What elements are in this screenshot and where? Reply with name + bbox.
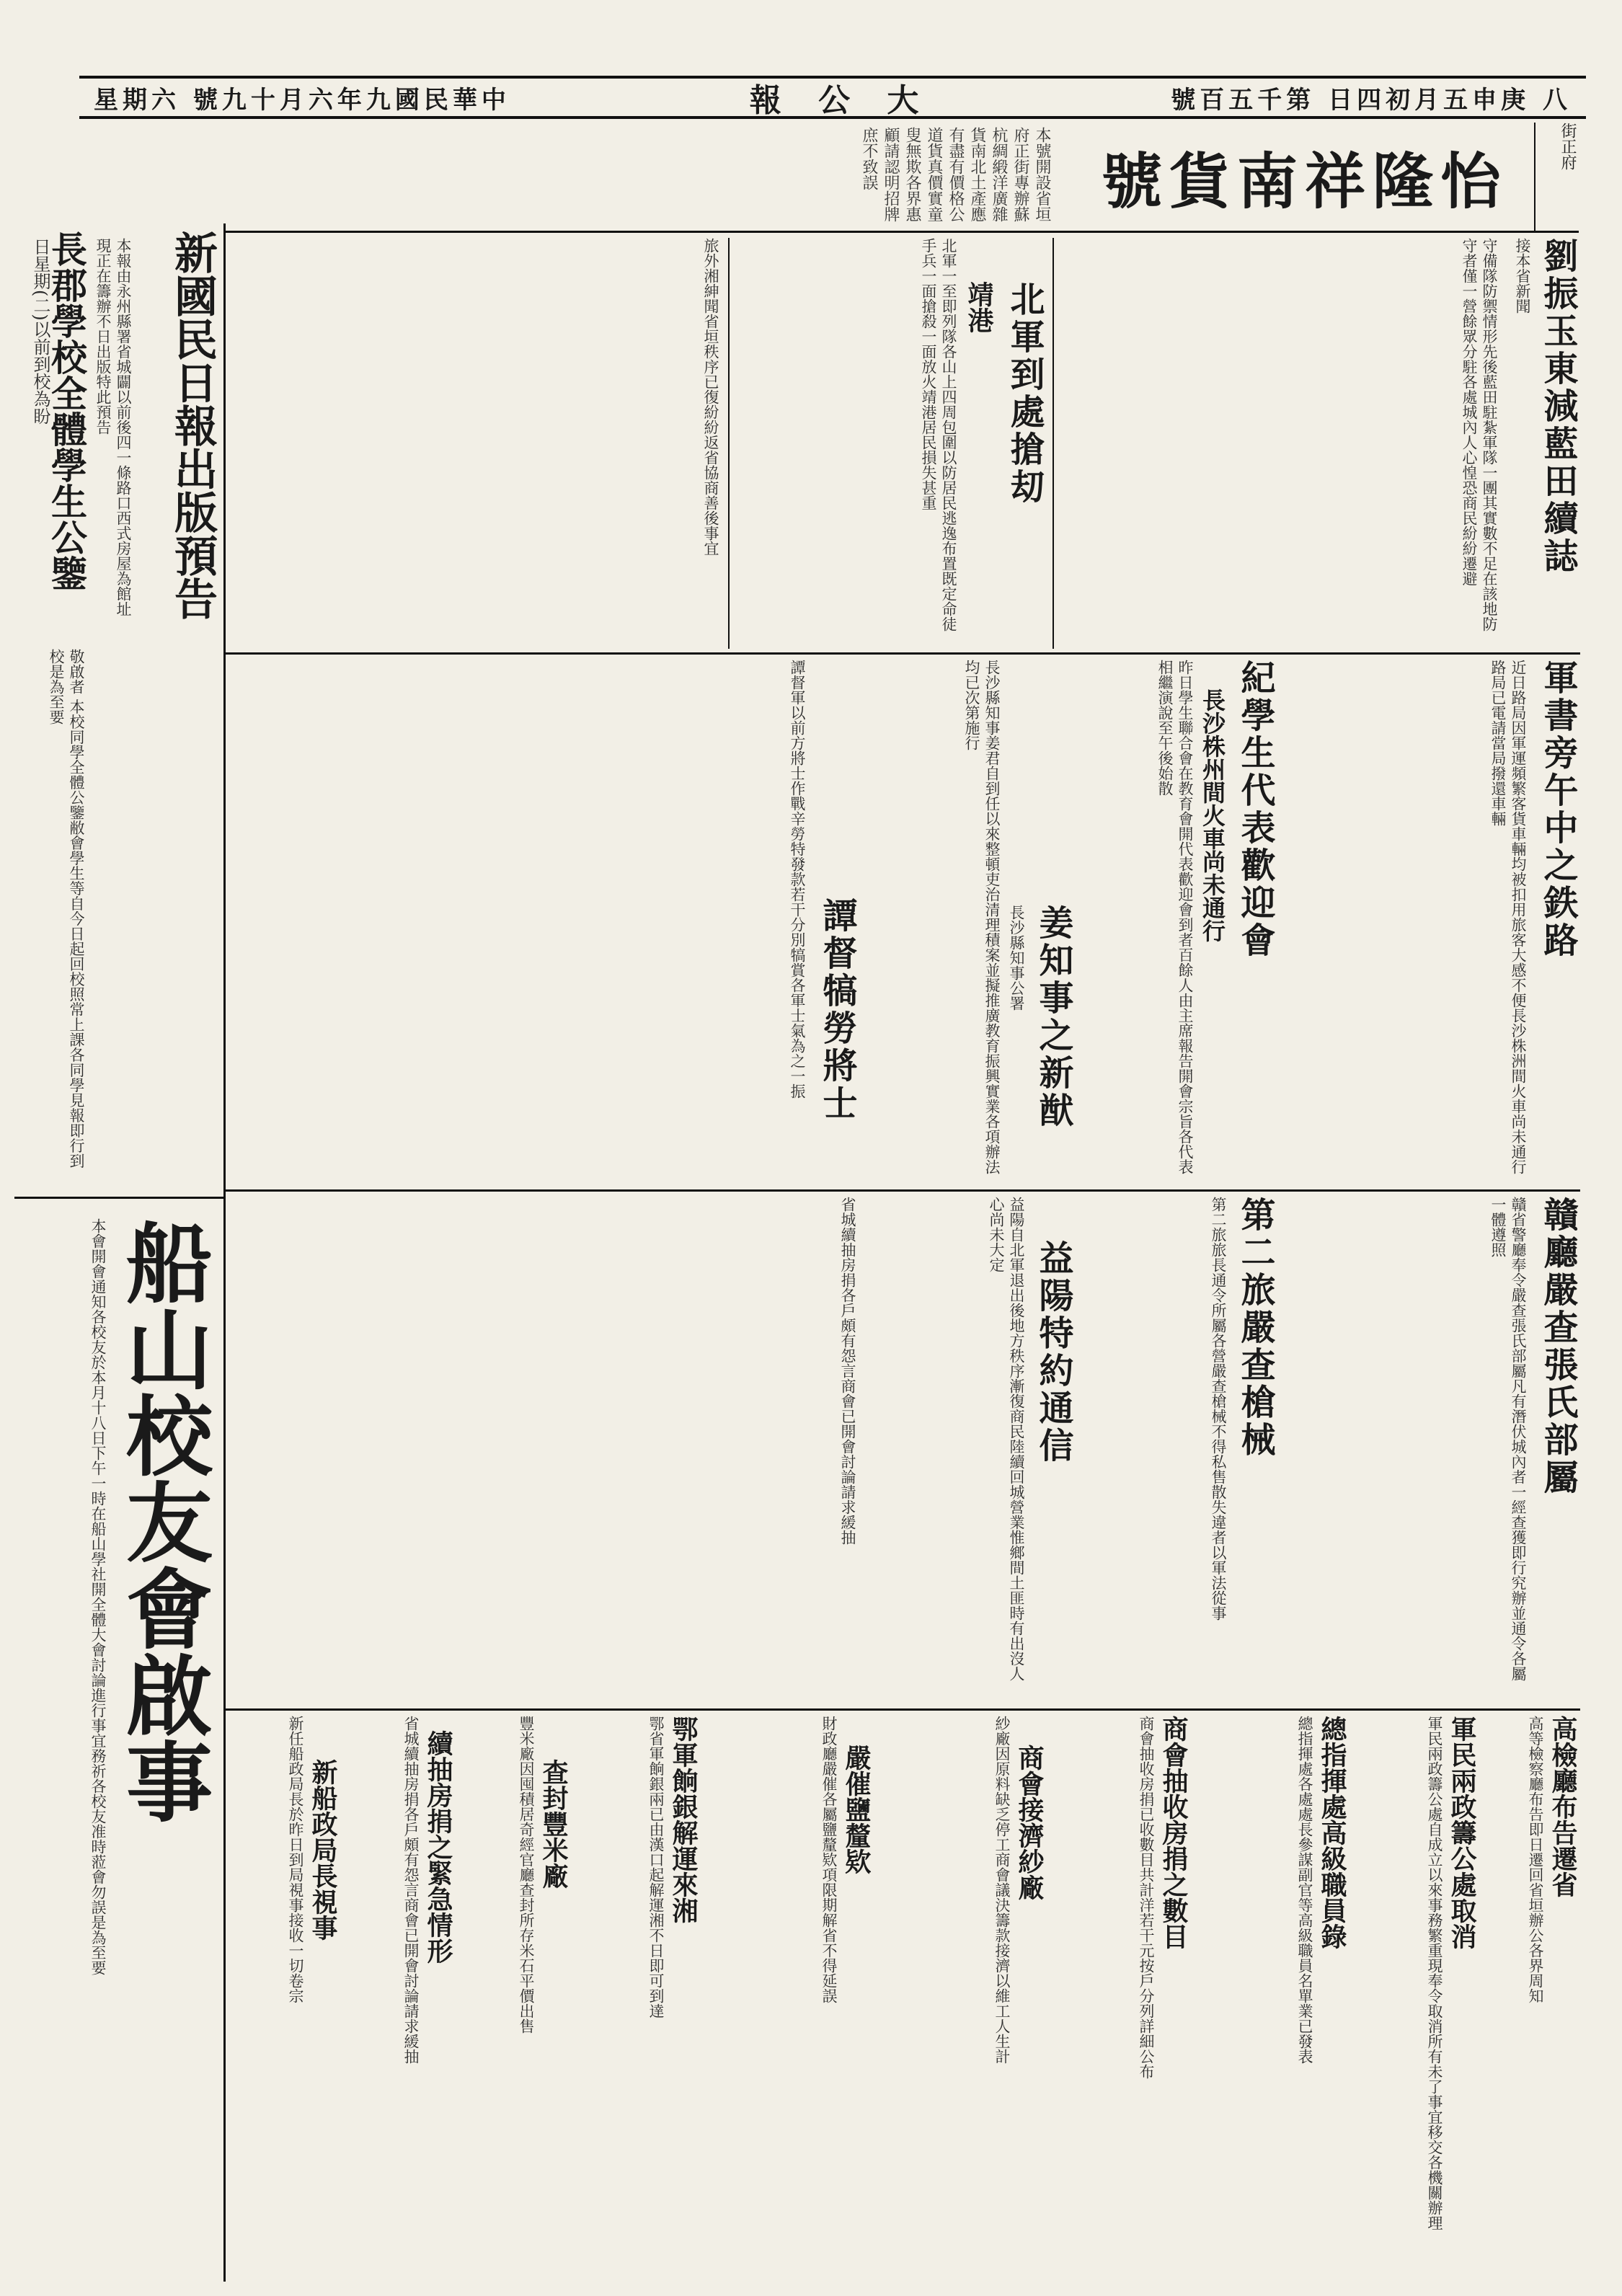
left-ad-column — [14, 223, 226, 2282]
top-advertisement — [223, 123, 1579, 233]
article-a12-title-holder — [735, 245, 736, 246]
row-divider-1 — [225, 652, 1580, 655]
article-a18-body: 財政廳嚴催各屬鹽釐欵項限期解省不得延誤 — [820, 1716, 838, 2003]
article-a10 — [577, 1716, 699, 2278]
article-a6 — [231, 660, 858, 1186]
newspaper-title: 報 公 大 — [749, 82, 932, 119]
article-a1-body: 守備隊防禦情形先後藍田駐紮軍隊一團其實數不足在該地防守者僅一營餘眾分駐各處城內人心惶恐商民紛紛遷避 — [1461, 238, 1498, 631]
article-a16-body: 商會抽收房捐已收數目共計洋若干元按戶分列詳細公布 — [1138, 1716, 1155, 2079]
article-a5-body: 長沙縣知事姜君自到任以來整頓吏治清理積案並擬推廣教育振興實業各項辦法均已次第施行 — [963, 660, 1001, 1174]
article-a14-title: 軍民兩政籌公處取消 — [1447, 1716, 1477, 1949]
alumni-notice-heading: 船山校友會啟事 — [112, 1218, 213, 1824]
article-a1 — [1060, 238, 1579, 649]
school-notice-heading: 長郡學校全體學生公鑒 — [45, 231, 88, 591]
article-a3 — [735, 238, 1045, 649]
school-date-note: 日星期(二)以前到校為盼 — [30, 238, 50, 425]
newspaper-page — [14, 14, 1608, 2282]
article-a11-upper-body: 省城續抽房捐各戶頗有怨言商會已開會討論請求緩抽 — [839, 1197, 856, 1545]
article-a13-title: 總指揮處高級職員錄 — [1317, 1716, 1347, 1949]
article-a18 — [706, 1716, 872, 2278]
top-ad-body: 本號開設省垣府正街專辦蘇杭綢緞洋廣雜貨南北土產應有盡有價格公道貨真價實童叟無欺各界惠顧請認明招牌庶不致誤 — [860, 127, 1051, 222]
article-a18-title: 嚴催鹽釐欵 — [841, 1745, 872, 1874]
article-a15-title: 高檢廳布告遷省 — [1548, 1716, 1578, 1897]
article-a17 — [879, 1716, 1045, 2278]
article-a15-body: 高等檢察廳布告即日遷回省垣辦公各界周知 — [1527, 1716, 1544, 2003]
article-a2-body: 近日路局因軍運頻繁客貨車輛均被扣用旅客大感不便長沙株洲間火車尚未通行路局已電請當局撥還車輛 — [1489, 660, 1527, 1174]
article-a2-title: 軍書旁午中之鉄路 — [1538, 660, 1578, 959]
article-a20-title: 新船政局長視事 — [308, 1759, 338, 1941]
masthead-date-left: 星期六 號九十月六年九國民華中 — [94, 85, 510, 115]
article-a20 — [231, 1716, 339, 2278]
col-divider — [1052, 238, 1054, 649]
left-lower-ad — [22, 1204, 216, 2271]
left-divider — [14, 1197, 223, 1199]
article-a16 — [1052, 1716, 1189, 2278]
col-divider — [728, 238, 730, 649]
article-a11-title: 續抽房捐之緊急情形 — [423, 1730, 453, 1964]
alumni-notice-body: 本會開會通知各校友於本月十八日下午一時在船山學社開全體大會討論進行事宜務祈各校友准時蒞會勿誤是為至要 — [89, 1218, 107, 1975]
article-a15 — [1485, 1716, 1579, 2278]
article-a6-body: 譚督軍以前方將士作戰辛勞特發款若干分別犒賞各軍士氣為之一振 — [789, 660, 806, 1099]
article-a5-sub: 長沙縣知事公署 — [1008, 905, 1025, 1011]
article-a7 — [1283, 1197, 1579, 1701]
article-a9 — [865, 1197, 1074, 1701]
article-a5-title: 姜知事之新猷 — [1033, 905, 1073, 1130]
article-a1-sub: 接本省新聞 — [1514, 238, 1531, 314]
article-a19-body: 豐米廠因囤積居奇經官廳查封所存米石平價出售 — [518, 1716, 535, 2034]
article-a19-title: 查封豐米廠 — [539, 1759, 569, 1889]
article-a6-title: 譚督犒勞將士 — [817, 897, 857, 1122]
school-notice-body: 敬啟者 本校同學全體公鑒敝會學生等自今日起回校照常上課各同學見報即行到校是為至要 — [48, 649, 85, 1169]
article-a8-title: 第二旅嚴查槍械 — [1235, 1197, 1275, 1459]
article-a14 — [1355, 1716, 1478, 2278]
article-a20-body: 新任船政局長於昨日到局視事接收一切卷宗 — [287, 1716, 304, 2003]
article-a12-col — [231, 238, 721, 649]
new-paper-notice-body: 本報由永州縣署省城闢以前後四一條路口西式房屋為館址現正在籌辦不日出版特此預告 — [94, 238, 132, 616]
article-a10-body: 鄂省軍餉銀兩已由漢口起解運湘不日即可到達 — [647, 1716, 665, 2018]
article-a16-title: 商會抽收房捐之數目 — [1158, 1716, 1189, 1949]
article-a11-upper — [231, 1197, 858, 1701]
article-a3-body: 北軍一至即列隊各山上四周包圍以防居民逃逸布置既定命徒手兵一面搶殺一面放火靖港居民損失甚重 — [920, 238, 957, 631]
article-a11-body: 省城續抽房捐各戶頗有怨言商會已開會討論請求緩抽 — [402, 1716, 420, 2064]
article-a3-title: 北軍到處搶刧 — [1004, 281, 1045, 506]
shop-location: 街正府 — [1534, 123, 1579, 231]
article-a9-title: 益陽特約通信 — [1033, 1240, 1073, 1465]
article-a5 — [865, 660, 1074, 1186]
article-a4-title: 紀學生代表歡迎會 — [1235, 660, 1275, 959]
article-a1-title: 劉振玉東減藍田續誌 — [1538, 238, 1578, 575]
article-a17-title: 商會接濟紗廠 — [1014, 1745, 1045, 1900]
article-a13 — [1197, 1716, 1348, 2278]
article-a19 — [461, 1716, 570, 2278]
article-a10-title: 鄂軍餉銀解運來湘 — [668, 1716, 699, 1923]
article-a8 — [1081, 1197, 1276, 1701]
article-a7-title: 贛廳嚴查張氏部屬 — [1538, 1197, 1578, 1497]
shop-name: 號貨南祥隆怡 — [1101, 145, 1508, 217]
article-a4-sub: 長沙株州間火車尚未通行 — [1199, 688, 1226, 942]
article-a13-body: 總指揮處各處處長參謀副官等高級職員名單業已發表 — [1296, 1716, 1313, 2064]
article-a17-body: 紗廠因原料缺乏停工商會議決籌款接濟以維工人生計 — [993, 1716, 1011, 2064]
article-a8-body: 第二旅旅長通令所屬各營嚴查槍械不得私售散失違者以軍法從事 — [1210, 1197, 1227, 1621]
article-a2 — [1283, 660, 1579, 1186]
row-divider-2 — [225, 1189, 1580, 1192]
article-a3-sub: 靖港 — [964, 281, 994, 333]
article-a9-body: 益陽自北軍退出後地方秩序漸復商民陸續回城營業惟鄉間土匪時有出沒人心尚未大定 — [988, 1197, 1025, 1681]
left-upper-ads — [22, 231, 216, 1189]
article-a11 — [346, 1716, 454, 2278]
masthead-issue-right: 號百五千第 日四初月五申庚 八 — [1171, 85, 1572, 115]
article-a12-col-body: 旅外湘紳聞省垣秩序已復紛紛返省協商善後事宜 — [702, 238, 719, 556]
masthead — [79, 76, 1586, 119]
article-a4 — [1081, 660, 1276, 1186]
row-divider-3 — [225, 1708, 1580, 1711]
article-a14-body: 軍民兩政籌公處自成立以來事務繁重現奉令取消所有未了事宜移交各機關辦理 — [1426, 1716, 1443, 2230]
article-a7-body: 贛省警廳奉令嚴查張氏部屬凡有潛伏城內者一經查獲即行究辦並通令各屬一體遵照 — [1489, 1197, 1527, 1681]
article-a4-body: 昨日學生聯合會在教育會開代表歡迎會到者百餘人由主席報告開會宗旨各代表相繼演說至午後始散 — [1156, 660, 1194, 1174]
new-paper-notice-heading: 新國民日報出版預告 — [167, 231, 218, 620]
